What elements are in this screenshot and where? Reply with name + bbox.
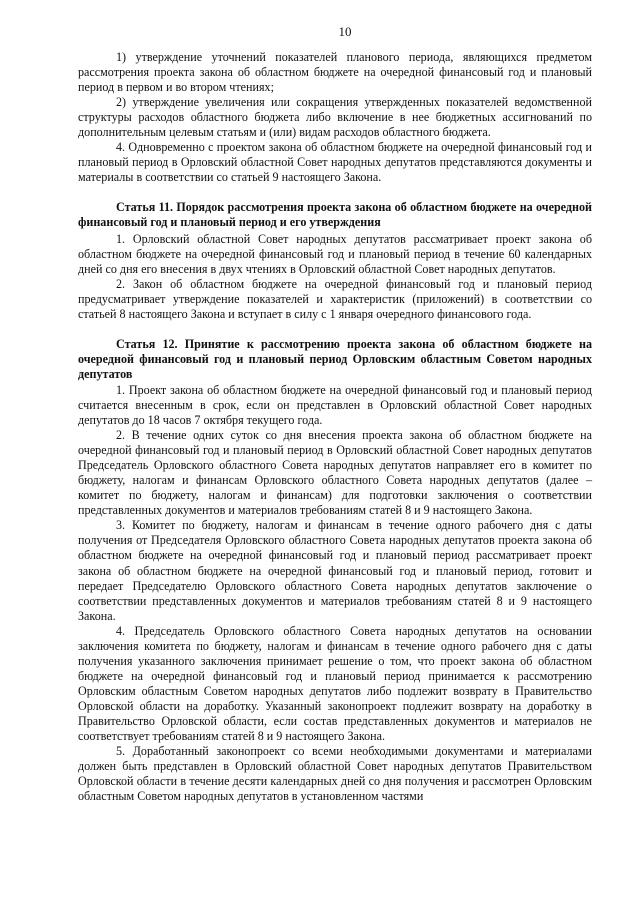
para-item-1: 1) утверждение уточнений показателей планового периода, являющихся предметом рассмотрения проекта закона об областном бюджете на очередной финансовый год и плановый период в первом и во втором чтениях; <box>78 50 592 95</box>
article-12-para-5: 5. Доработанный законопроект со всеми необходимыми документами и материалами должен быть представлен в Орловский областной Совет народных депутатов Правительством Орловской области в течение десяти календарных дней со дня получения и рассмотрен Орловским областным Советом народных депутатов в установленном частями <box>78 744 592 804</box>
para-item-2: 2) утверждение увеличения или сокращения утвержденных показателей ведомственной структуры расходов областного бюджета либо включение в нее бюджетных ассигнований по дополнительным целевым статьям и (или) видам расходов областного бюджета. <box>78 95 592 140</box>
article-12-para-4: 4. Председатель Орловского областного Совета народных депутатов на основании заключения комитета по бюджету, налогам и финансам в течение одного рабочего дня с даты получения указанного заключения принимает решение о том, что проект закона об областном бюджете на очередной финансовый год и плановый период принимается к рассмотрению Орловским областным Советом народных депутатов либо подлежит возврату в Правительство Орловской области на доработку. Указанный законопроект подлежит возврату на доработку в Правительство Орловской области, если состав представленных документов и материалов не соответствует требованиям статей 8 и 9 настоящего Закона. <box>78 623 592 744</box>
document-body <box>78 50 592 804</box>
article-11-heading: Статья 11. Порядок рассмотрения проекта закона об областном бюджете на очередной финансовый год и плановый период и его утверждения <box>78 200 592 230</box>
article-12-para-1: 1. Проект закона об областном бюджете на очередной финансовый год и плановый период считается внесенным в срок, если он представлен в Орловский областной Совет народных депутатов до 18 часов 7 октября текущего года. <box>78 382 592 428</box>
article-11-para-2: 2. Закон об областном бюджете на очередной финансовый год и плановый период предусматривает утверждение показателей и характеристик (приложений) в соответствии со статьей 8 настоящего Закона и вступает в силу с 1 января очередного финансового года. <box>78 276 592 321</box>
page-number: 10 <box>338 24 352 39</box>
para-item-4: 4. Одновременно с проектом закона об областном бюджете на очередной финансовый год и плановый период в Орловский областной Совет народных депутатов представляются документы и материалы в соответствии со статьей 9 настоящего Закона. <box>78 140 592 185</box>
article-12-para-3: 3. Комитет по бюджету, налогам и финансам в течение одного рабочего дня с даты получения от Председателя Орловского областного Совета народных депутатов проекта закона об областном бюджете на очередной финансовый год и плановый период рассматривает проект закона об областном бюджете на очередной финансовый год и плановый период, готовит и передает Председателю Орловского областного Совета народных депутатов заключение о соответствии представленных документов и материалов требованиям статей 8 и 9 настоящего Закона. <box>78 518 592 623</box>
article-11-para-1: 1. Орловский областной Совет народных депутатов рассматривает проект закона об областном бюджете на очередной финансовый год и плановый период в течение 60 календарных дней со дня его внесения в двух чтениях в Орловский областной Совет народных депутатов. <box>78 231 592 276</box>
article-12-para-2: 2. В течение одних суток со дня внесения проекта закона об областном бюджете на очередной финансовый год и плановый период в Орловский областной Совет народных депутатов Председатель Орловского областного Совета народных депутатов направляет его в комитет по бюджету, налогам и финансам Орловского областного Совета народных депутатов (далее – комитет по бюджету, налогам и финансам) для подготовки заключения о соответствии представленных документов и материалов требованиям статей 8 и 9 настоящего Закона. <box>78 428 592 518</box>
article-12-heading: Статья 12. Принятие к рассмотрению проекта закона об областном бюджете на очередной финансовый год и плановый период Орловским областным Советом народных депутатов <box>78 336 592 381</box>
